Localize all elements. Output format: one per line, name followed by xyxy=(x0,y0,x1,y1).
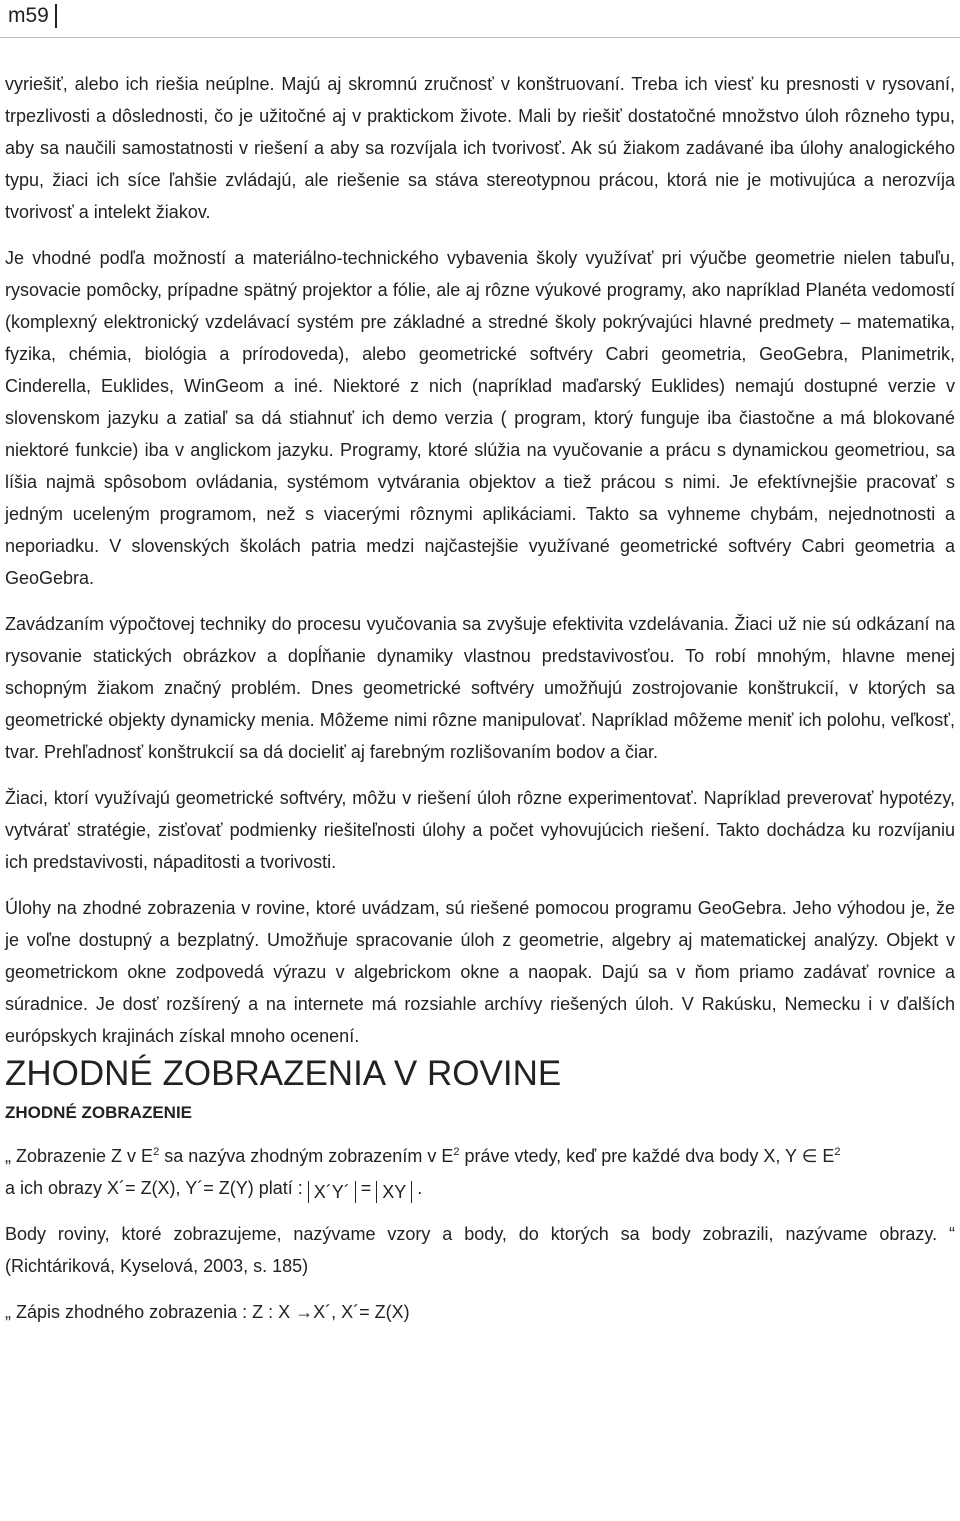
superscript-2: 2 xyxy=(153,1146,160,1158)
definition-text-1: „ Zobrazenie Z v E xyxy=(5,1146,154,1166)
superscript-2: 2 xyxy=(834,1146,841,1158)
page-header xyxy=(0,0,960,40)
section-title: ZHODNÉ ZOBRAZENIA V ROVINE xyxy=(5,1054,562,1093)
header-vertical-bar xyxy=(55,4,57,28)
distance-original-segment: XY xyxy=(376,1181,412,1203)
subsection-title: ZHODNÉ ZOBRAZENIE xyxy=(5,1103,192,1122)
superscript-2: 2 xyxy=(453,1146,460,1158)
page-number-label: m59 xyxy=(8,4,49,27)
document-body xyxy=(5,68,955,1328)
definition-text-2: sa nazýva zhodným zobrazením v E xyxy=(159,1146,454,1166)
paragraph-computer-technology: Zavádzaním výpočtovej techniky do procesu vyučovania sa zvyšuje efektivita vzdelávania. Žiaci už nie sú odkázaní na rysovanie statických obrázkov a dopĺňanie dynamiky vlastnou predstavivosťou. To robí mnohým, hlavne menej schopným žiakom značný problém. Dnes geometrické softvéry umožňujú zostrojovanie konštrukcií, v ktorých sa geometrické objekty dynamicky menia. Môžeme nimi rôzne manipulovať. Napríklad môžeme meniť ich polohu, veľkosť, tvar. Prehľadnosť konštrukcií sa dá docieliť aj farebným rozlišovaním bodov a čiar. xyxy=(5,614,955,762)
definition-text-4: a ich obrazy X´= Z(X), Y´= Z(Y) platí : xyxy=(5,1178,308,1198)
paragraph-motivation: vyriešiť, alebo ich riešia neúplne. Majú aj skromnú zručnosť v konštruovaní. Treba ich viesť ku presnosti v rysovaní, trpezlivosti a dôslednosti, čo je užitočné aj v praktickom živote. Mali by riešiť dostatočné množstvo úloh rôzneho typu, aby sa naučili samostatnosti v riešení a aby sa rozvíjala ich tvorivosť. Ak sú žiakom zadávané iba úlohy analogického typu, žiaci ich síce ľahšie zvládajú, ale riešenie sa stáva stereotypnou prácou, ktorá nie je motivujúca a nerozvíja tvorivosť a intelekt žiakov. xyxy=(5,74,955,222)
paragraph-definition-followup: Body roviny, ktoré zobrazujeme, nazývame vzory a body, do ktorých sa body zobrazili, nazývame obrazy. “ (Richtáriková, Kyselová, 2003, s. 185) xyxy=(5,1224,955,1276)
paragraph-geogebra: Úlohy na zhodné zobrazenia v rovine, ktoré uvádzam, sú riešené pomocou programu GeoGebra. Jeho výhodou je, že je voľne dostupný a bezplatný. Umožňuje spracovanie úloh z geometrie, algebry aj matematickej analýzy. Objekt v geometrickom okne zodpovedá výrazu v algebrickom okne a naopak. Dajú sa v ňom priamo zadávať rovnice a súradnice. Je dosť rozšírený a na internete má rozsiahle archívy riešených úloh. V Rakúsku, Nemecku i v ďalších európskych krajinách získal mnoho ocenení. xyxy=(5,898,955,1046)
equals-sign: = xyxy=(355,1178,377,1198)
definition-quote xyxy=(5,1140,955,1204)
distance-image-segment: X´Y´ xyxy=(308,1181,356,1203)
paragraph-software-tools: Je vhodné podľa možností a materiálno-technického vybavenia školy využívať pri výučbe geometrie nielen tabuľu, rysovacie pomôcky, prípadne spätný projektor a fólie, ale aj rôzne výukové programy, ako napríklad Planéta vedomostí (komplexný elektronický vzdelávací systém pre základné a stredné školy pokrývajúci hlavné predmety – matematika, fyzika, chémia, biológia a prírodoveda), alebo geometrické softvéry Cabri geometria, GeoGebra, Planimetrik, Cinderella, Euklides, WinGeom a iné. Niektoré z nich (napríklad maďarský Euklides) nemajú dostupné verzie v slovenskom jazyku a zatiaľ sa dá stiahnuť ich demo verzia ( program, ktorý funguje iba čiastočne a má blokované niektoré funkcie) iba v anglickom jazyku. Programy, ktoré slúžia na vyučovanie a prácu s dynamickou geometriou, sa líšia najmä spôsobom ovládania, systémom vytvárania objektov a tiež prácou s nimi. Je efektívnejšie pracovať s jedným uceleným programom, než s viacerými rôznymi aplikáciami. Takto sa vyhneme chybám, nejednotnosti a neporiadku. V slovenských školách patria medzi najčastejšie využívané geometrické softvéry Cabri geometria a GeoGebra. xyxy=(5,248,955,588)
paragraph-experimentation: Žiaci, ktorí využívajú geometrické softvéry, môžu v riešení úloh rôzne experimentovať. Napríklad preverovať hypotézy, vytvárať stratégie, zisťovať podmienky riešiteľnosti úlohy a počet vyhovujúcich riešení. Takto dochádza ku rozvíjaniu ich predstavivosti, nápaditosti a tvorivosti. xyxy=(5,788,955,872)
definition-end: . xyxy=(412,1178,423,1198)
notation-line: „ Zápis zhodného zobrazenia : Z : X →X´, X´= Z(X) xyxy=(5,1302,410,1322)
definition-text-3: práve vtedy, keď pre každé dva body X, Y ∈ E xyxy=(459,1146,835,1166)
header-divider xyxy=(0,37,960,38)
